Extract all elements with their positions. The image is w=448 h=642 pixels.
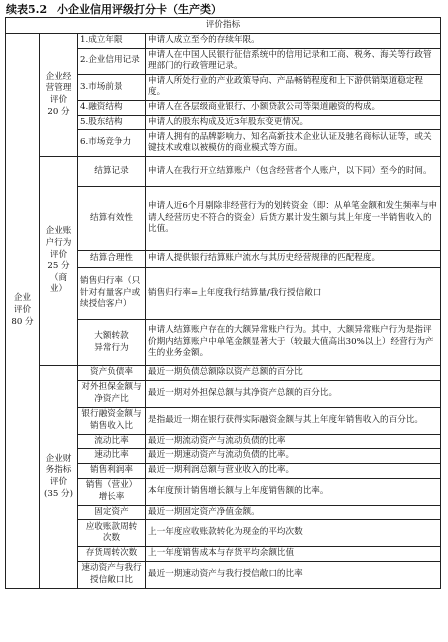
indicator-desc: 申请人所处行业的产业政策导向、产品畅销程度和上下游供销渠道稳定程度。 [146,74,441,100]
indicator-desc: 最近一期速动资产与我行授信敞口的比率 [146,561,441,588]
indicator-desc: 申请人拥有的品牌影响力、知名高新技术企业认证及驰名商标认证等，或关键技术或难以被模仿的商业模式等方面。 [146,130,441,157]
section-label-cell: 企业账 户行为 评价 25 分 （商 业） [40,157,78,366]
indicator-name: 销售归行率（只针对有量客户或续授信客户） [78,268,146,320]
caption-title: 小企业信用评级打分卡（生产类） [56,3,222,16]
indicator-desc: 最近一期流动资产与流动负债的比率 [146,434,441,449]
indicator-name: 1.成立年限 [78,34,146,49]
indicator-name: 4.融资结构 [78,100,146,115]
indicator-name: 流动比率 [78,434,146,449]
indicator-name: 应收账款周转 次数 [78,520,146,547]
indicator-desc: 最近一期利润总额与营业收入的比率。 [146,463,441,478]
caption-prefix: 续表5.2 [6,3,48,16]
indicator-desc: 申请人成立至今的存续年限。 [146,34,441,49]
indicator-name: 2.企业信用记录 [78,48,146,74]
indicator-name: 固定资产 [78,505,146,520]
indicator-desc: 上一年度应收账款转化为现金的平均次数 [146,520,441,547]
indicator-name: 对外担保金额与净资产比 [78,380,146,407]
indicator-desc: 最近一期对外担保总额与其净资产总额的百分比。 [146,380,441,407]
indicator-name: 速动资产与我行授信敞口比 [78,561,146,588]
table-row [6,34,441,49]
indicator-desc: 最近一期速动资产与流动负债的比率。 [146,449,441,464]
indicator-desc: 申请人在中国人民银行征信系统中的信用记录和工商、税务、海关等行政管理部门的行政管理记录。 [146,48,441,74]
indicator-name: 速动比率 [78,449,146,464]
indicator-name: 3.市场前景 [78,74,146,100]
indicator-desc: 申请人的股东构成及近3年股东变更情况。 [146,115,441,130]
header-row [6,18,441,34]
indicator-name: 结算有效性 [78,187,146,251]
table-caption [6,2,228,18]
indicator-name: 销售利润率 [78,463,146,478]
table-row [6,366,441,381]
indicator-desc: 申请人结算账户存在的大额异常账户行为。其中，大额异常账户行为是指评价期内结算账户中单笔金额显著大于（较最大值高出30%以上）经营行为产生的业务金额。 [146,320,441,366]
credit-rating-table [5,17,441,589]
indicator-name: 销售（营业） 增长率 [78,478,146,505]
indicator-desc: 申请人提供银行结算账户流水与其历史经营规律的匹配程度。 [146,251,441,268]
indicator-desc: 申请人在各层级商业银行、小额贷款公司等渠道融资的构成。 [146,100,441,115]
indicator-desc: 是指最近一期在银行获得实际融资金额与其上年度年销售收入的百分比。 [146,407,441,434]
indicator-desc: 最近一期固定资产净值金额。 [146,505,441,520]
indicator-name: 5.股东结构 [78,115,146,130]
indicator-name: 结算合理性 [78,251,146,268]
indicator-desc: 本年度预计销售增长额与上年度销售额的比率。 [146,478,441,505]
table-row [6,157,441,187]
indicator-name: 大额转款 异常行为 [78,320,146,366]
indicator-name: 6.市场竞争力 [78,130,146,157]
outer-category-cell: 企业 评价 80 分 [6,34,40,589]
indicator-desc: 申请人近6个月剔除非经营行为的划转资金（即：从单笔金额和发生频率与申请人经营历史不符合的资金）后货方累计发生额与其上年度一半销售收入的比值。 [146,187,441,251]
indicator-name: 存货周转次数 [78,547,146,562]
header-cell: 评价指标 [6,18,441,34]
indicator-desc: 上一年度销售成本与存货平均余额比值 [146,547,441,562]
indicator-desc: 销售归行率=上年度我行结算量/我行授信敞口 [146,268,441,320]
indicator-name: 银行融资金额与销售收入比 [78,407,146,434]
indicator-name: 结算记录 [78,157,146,187]
section-label-cell: 企业财 务指标 评价 (35 分) [40,366,78,589]
indicator-desc: 最近一期负债总额除以资产总额的百分比 [146,366,441,381]
indicator-desc: 申请人在我行开立结算账户（包含经营者个人账户，以下同）至今的时间。 [146,157,441,187]
indicator-name: 资产负债率 [78,366,146,381]
section-label-cell: 企业经 营管理 评价 20 分 [40,34,78,157]
